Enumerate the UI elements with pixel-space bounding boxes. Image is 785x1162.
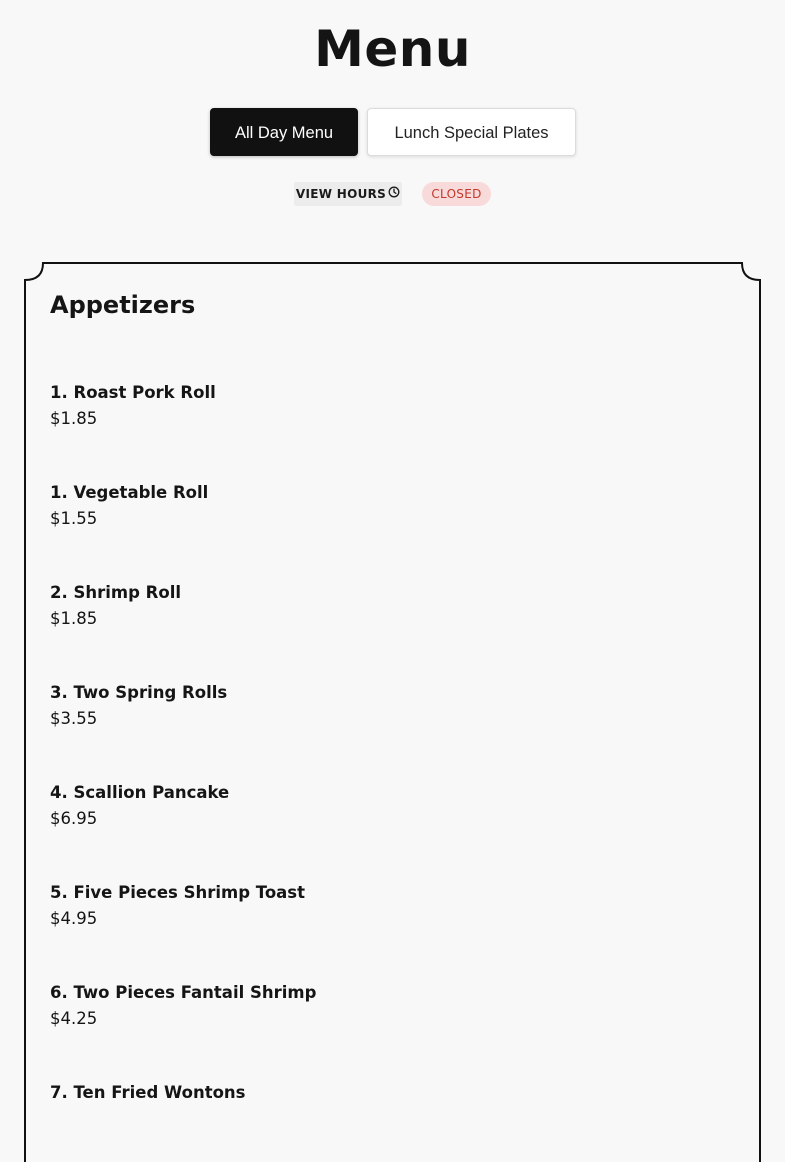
menu-section-card	[24, 262, 761, 1162]
item-name: 1. Roast Pork Roll	[50, 383, 216, 402]
menu-item[interactable]	[50, 781, 730, 841]
menu-item[interactable]	[50, 1081, 730, 1141]
item-price: $1.85	[50, 409, 98, 428]
tab-all-day-menu[interactable]: All Day Menu	[210, 108, 358, 156]
item-price: $4.25	[50, 1009, 98, 1028]
item-price: $3.55	[50, 709, 98, 728]
item-price: $4.95	[50, 909, 98, 928]
menu-item[interactable]	[50, 581, 730, 641]
menu-item[interactable]	[50, 881, 730, 941]
item-price: $6.95	[50, 809, 98, 828]
clock-icon	[388, 182, 400, 206]
page-title: Menu	[314, 20, 471, 78]
tab-lunch-special-plates[interactable]: Lunch Special Plates	[367, 108, 576, 156]
item-price: $1.85	[50, 609, 98, 628]
item-name: 5. Five Pieces Shrimp Toast	[50, 883, 306, 902]
item-name: 4. Scallion Pancake	[50, 783, 230, 802]
menu-item[interactable]	[50, 681, 730, 741]
item-name: 3. Two Spring Rolls	[50, 683, 228, 702]
view-hours-button[interactable]	[294, 182, 402, 206]
item-price: $1.55	[50, 509, 98, 528]
item-name: 7. Ten Fried Wontons	[50, 1083, 246, 1102]
status-badge: CLOSED	[422, 182, 491, 206]
menu-item[interactable]	[50, 981, 730, 1041]
view-hours-label: VIEW HOURS	[295, 187, 387, 201]
item-name: 6. Two Pieces Fantail Shrimp	[50, 983, 317, 1002]
menu-item[interactable]	[50, 381, 730, 441]
item-name: 1. Vegetable Roll	[50, 483, 209, 502]
item-name: 2. Shrimp Roll	[50, 583, 182, 602]
section-title: Appetizers	[50, 291, 196, 319]
menu-item[interactable]	[50, 481, 730, 541]
menu-tabs	[0, 108, 785, 158]
